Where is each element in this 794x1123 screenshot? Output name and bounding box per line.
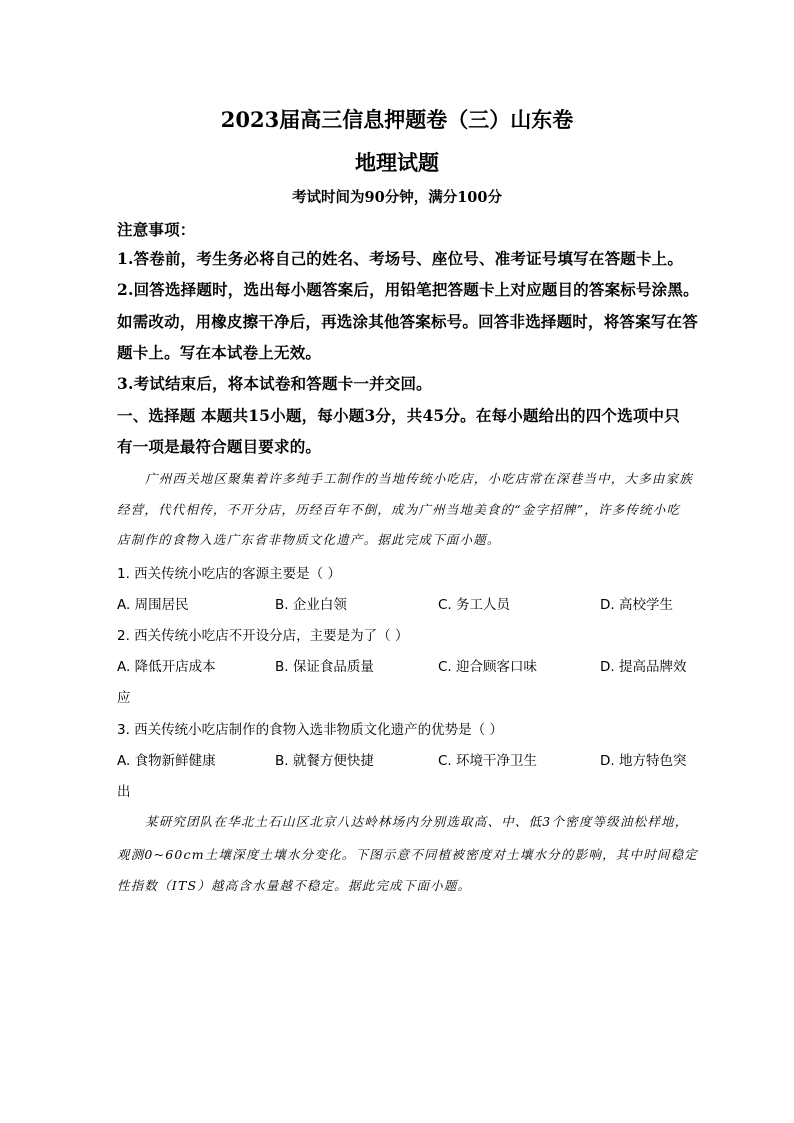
notice-line: 如需改动，用橡皮擦干净后，再选涂其他答案标号。回答非选择题时，将答案写在答 bbox=[117, 312, 698, 331]
question-stem: 2. 西关传统小吃店不开设分店，主要是为了（ ） bbox=[117, 628, 409, 644]
option-b[interactable]: B. 保证食品质量 bbox=[275, 659, 374, 675]
passage-line: 店制作的食物入选广东省非物质文化遗产。据此完成下面小题。 bbox=[117, 532, 501, 547]
passage-line: 观测0~60cm土壤深度土壤水分变化。下图示意不同植被密度对土壤水分的影响，其中时间稳定 bbox=[117, 847, 698, 862]
option-d[interactable]: D. 高校学生 bbox=[600, 597, 673, 613]
passage-line: 广州西关地区聚集着许多纯手工制作的当地传统小吃店，小吃店常在深巷当中，大多由家族 bbox=[145, 471, 694, 486]
option-d[interactable]: D. 地方特色突 bbox=[600, 753, 687, 769]
option-d-wrap: 应 bbox=[117, 690, 131, 706]
option-a[interactable]: A. 周围居民 bbox=[117, 597, 189, 613]
option-c[interactable]: C. 环境干净卫生 bbox=[438, 753, 538, 769]
option-b[interactable]: B. 企业白领 bbox=[275, 597, 347, 613]
subject-title: 地理试题 bbox=[355, 150, 439, 175]
notice-line: 题卡上。写在本试卷上无效。 bbox=[117, 343, 322, 362]
passage-line: 性指数（ITS）越高含水量越不稳定。据此完成下面小题。 bbox=[117, 878, 472, 893]
notice-line: 2.回答选择题时，选出每小题答案后，用铅笔把答题卡上对应题目的答案标号涂黑。 bbox=[117, 280, 699, 299]
option-a[interactable]: A. 降低开店成本 bbox=[117, 659, 216, 675]
notice-line: 1.答卷前，考生务必将自己的姓名、考场号、座位号、准考证号填写在答题卡上。 bbox=[117, 249, 684, 268]
passage-line: 经营，代代相传，不开分店，历经百年不倒，成为广州当地美食的“金字招牌”，许多传统小吃 bbox=[117, 502, 681, 517]
option-a[interactable]: A. 食物新鲜健康 bbox=[117, 753, 216, 769]
exam-title: 2023届高三信息押题卷（三）山东卷 bbox=[220, 107, 574, 132]
section-heading: 一、选择题 本题共15小题，每小题3分，共45分。在每小题给出的四个选项中只 bbox=[117, 406, 680, 425]
option-c[interactable]: C. 务工人员 bbox=[438, 597, 511, 613]
option-c[interactable]: C. 迎合顾客口味 bbox=[438, 659, 538, 675]
exam-info: 考试时间为90分钟，满分100分 bbox=[292, 189, 502, 206]
section-heading: 有一项是最符合题目要求的。 bbox=[117, 437, 322, 456]
question-stem: 3. 西关传统小吃店制作的食物入选非物质文化遗产的优势是（ ） bbox=[117, 722, 503, 738]
option-d[interactable]: D. 提高品牌效 bbox=[600, 659, 687, 675]
option-b[interactable]: B. 就餐方便快捷 bbox=[275, 753, 374, 769]
notice-line: 3.考试结束后，将本试卷和答题卡一并交回。 bbox=[117, 374, 432, 393]
question-stem: 1. 西关传统小吃店的客源主要是（ ） bbox=[117, 566, 341, 582]
notice-heading: 注意事项： bbox=[117, 220, 196, 239]
option-d-wrap: 出 bbox=[117, 784, 131, 800]
passage-line: 某研究团队在华北土石山区北京八达岭林场内分别选取高、中、低3个密度等级油松样地， bbox=[145, 814, 689, 829]
